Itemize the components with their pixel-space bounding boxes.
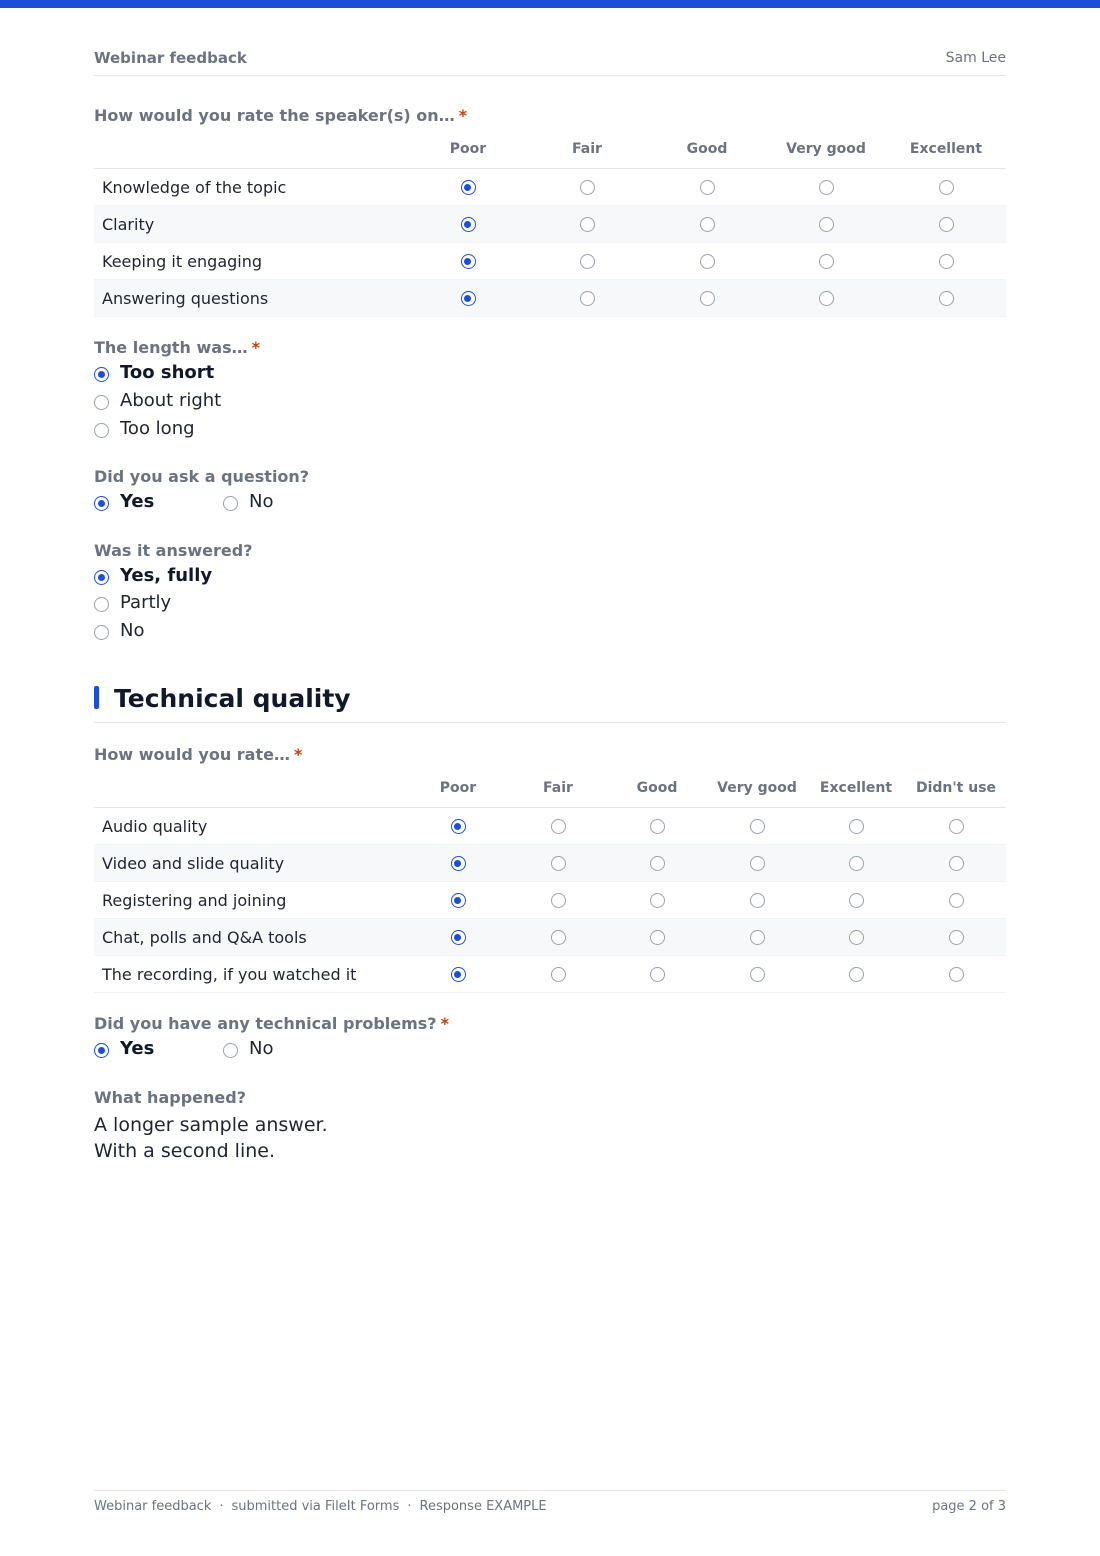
grid-row-audio-quality [94, 808, 1006, 845]
radio-good[interactable] [650, 856, 665, 871]
column-excellent: Excellent [909, 141, 983, 157]
column-very-good: Very good [717, 780, 797, 796]
radio-very-good[interactable] [750, 856, 765, 871]
option-label: No [249, 1038, 274, 1059]
option-label: Partly [120, 592, 172, 613]
footer-response-id: Response EXAMPLE [419, 1499, 547, 1514]
required-mark: * [458, 106, 468, 125]
radio-very-good[interactable] [819, 180, 834, 195]
radio-good[interactable] [650, 967, 665, 982]
radio-selected[interactable] [94, 570, 109, 585]
footer-form-name: Webinar feedback [94, 1499, 212, 1514]
question-label: The length was… [94, 338, 248, 357]
radio-good[interactable] [650, 819, 665, 834]
page-footer [94, 1490, 1006, 1520]
row-label: The recording, if you watched it [102, 965, 357, 984]
tech-problems-question [94, 1014, 449, 1033]
radio-excellent[interactable] [849, 893, 864, 908]
radio-poor-selected[interactable] [451, 930, 466, 945]
radio-good[interactable] [700, 217, 715, 232]
option-label: No [249, 491, 274, 512]
radio-good[interactable] [650, 893, 665, 908]
radio-poor-selected[interactable] [461, 291, 476, 306]
respondent-name: Sam Lee [945, 50, 1006, 66]
radio-fair[interactable] [580, 217, 595, 232]
question-label: Did you have any technical problems? [94, 1014, 437, 1033]
grid-row-clarity [94, 206, 1006, 243]
radio-didn-t-use[interactable] [949, 930, 964, 945]
row-label: Knowledge of the topic [102, 178, 287, 197]
option-label: No [120, 620, 145, 641]
radio-poor-selected[interactable] [461, 217, 476, 232]
radio-fair[interactable] [551, 856, 566, 871]
radio-selected[interactable] [94, 496, 109, 511]
radio-poor-selected[interactable] [451, 967, 466, 982]
radio-excellent[interactable] [939, 217, 954, 232]
footer-page-number: page 2 of 3 [932, 1499, 1006, 1514]
row-label: Video and slide quality [102, 854, 285, 873]
radio-excellent[interactable] [849, 819, 864, 834]
radio-very-good[interactable] [819, 291, 834, 306]
radio-excellent[interactable] [849, 856, 864, 871]
radio-excellent[interactable] [939, 180, 954, 195]
footer-separator: · [219, 1499, 224, 1514]
radio[interactable] [94, 395, 109, 410]
radio-poor-selected[interactable] [451, 819, 466, 834]
column-good: Good [686, 141, 728, 157]
footer-info [94, 1499, 547, 1514]
radio-fair[interactable] [580, 254, 595, 269]
length-question [94, 338, 260, 357]
radio-good[interactable] [700, 254, 715, 269]
column-very-good: Very good [786, 141, 866, 157]
grid-row-keeping-it-engaging [94, 243, 1006, 280]
grid-row-video-and-slide-quality [94, 845, 1006, 882]
grid-row-answering-questions [94, 280, 1006, 317]
grid-row-registering-and-joining [94, 882, 1006, 919]
radio-excellent[interactable] [849, 967, 864, 982]
radio-good[interactable] [700, 291, 715, 306]
question-label: How would you rate… [94, 745, 290, 764]
column-excellent: Excellent [819, 780, 893, 796]
radio-very-good[interactable] [819, 254, 834, 269]
row-label: Audio quality [102, 817, 208, 836]
radio-didn-t-use[interactable] [949, 819, 964, 834]
radio-very-good[interactable] [750, 967, 765, 982]
radio-excellent[interactable] [939, 254, 954, 269]
radio-didn-t-use[interactable] [949, 893, 964, 908]
radio-fair[interactable] [551, 967, 566, 982]
grid-header [94, 777, 1006, 808]
question-label: How would you rate the speaker(s) on… [94, 106, 455, 125]
radio-selected[interactable] [94, 367, 109, 382]
radio[interactable] [223, 496, 238, 511]
question-label: Was it answered? [94, 541, 253, 560]
section-accent-bar [94, 686, 99, 709]
row-label: Clarity [102, 215, 155, 234]
radio-poor-selected[interactable] [451, 893, 466, 908]
radio[interactable] [223, 1043, 238, 1058]
option-label: About right [120, 390, 222, 411]
grid-row-the-recording-if-you-watched-it [94, 956, 1006, 993]
grid-header [94, 138, 1006, 169]
required-mark: * [251, 338, 260, 357]
what-happened-question [94, 1088, 246, 1107]
radio-very-good[interactable] [750, 930, 765, 945]
radio-fair[interactable] [580, 180, 595, 195]
option-label: Yes, fully [120, 565, 213, 586]
asked-question-question [94, 467, 309, 486]
technical-rating-grid [94, 777, 1006, 993]
radio-poor-selected[interactable] [451, 856, 466, 871]
form-title: Webinar feedback [94, 49, 247, 67]
radio-excellent[interactable] [849, 930, 864, 945]
radio-fair[interactable] [551, 930, 566, 945]
radio-very-good[interactable] [750, 819, 765, 834]
footer-submitted-via: submitted via FileIt Forms [231, 1499, 400, 1514]
what-happened-answer: A longer sample answer. With a second line. [94, 1114, 328, 1162]
radio-didn-t-use[interactable] [949, 967, 964, 982]
grid-row-chat-polls-and-q-a-tools [94, 919, 1006, 956]
question-label: Did you ask a question? [94, 467, 310, 486]
radio-very-good[interactable] [750, 893, 765, 908]
radio-fair[interactable] [551, 893, 566, 908]
radio-didn-t-use[interactable] [949, 856, 964, 871]
radio-fair[interactable] [551, 819, 566, 834]
row-label: Chat, polls and Q&A tools [102, 928, 307, 947]
radio[interactable] [94, 597, 109, 612]
column-didnt-use: Didn't use [915, 780, 997, 796]
radio-poor-selected[interactable] [461, 254, 476, 269]
required-mark: * [440, 1014, 449, 1033]
row-label: Registering and joining [102, 891, 287, 910]
top-accent-bar [0, 0, 1100, 8]
grid-row-knowledge-of-the-topic [94, 169, 1006, 206]
radio-poor-selected[interactable] [461, 180, 476, 195]
column-fair: Fair [572, 141, 602, 157]
column-good: Good [636, 780, 678, 796]
page-header [94, 48, 1006, 76]
radio[interactable] [94, 625, 109, 640]
radio-very-good[interactable] [819, 217, 834, 232]
radio-good[interactable] [650, 930, 665, 945]
option-label: Too short [120, 362, 215, 383]
column-poor: Poor [449, 141, 487, 157]
radio-fair[interactable] [580, 291, 595, 306]
row-label: Keeping it engaging [102, 252, 263, 271]
row-label: Answering questions [102, 289, 269, 308]
radio-excellent[interactable] [939, 291, 954, 306]
column-fair: Fair [543, 780, 573, 796]
speaker-rating-grid [94, 138, 1006, 317]
technical-rating-question [94, 745, 302, 764]
section-technical-quality [94, 684, 1006, 723]
option-label: Too long [120, 418, 195, 439]
option-label: Yes [120, 491, 155, 512]
section-title: Technical quality [114, 684, 351, 713]
speaker-rating-question [94, 106, 467, 125]
column-poor: Poor [439, 780, 477, 796]
radio[interactable] [94, 423, 109, 438]
required-mark: * [293, 745, 303, 764]
radio-good[interactable] [700, 180, 715, 195]
footer-separator: · [407, 1499, 412, 1514]
answered-question [94, 541, 253, 560]
question-label: What happened? [94, 1088, 246, 1107]
radio-selected[interactable] [94, 1043, 109, 1058]
option-label: Yes [120, 1038, 155, 1059]
